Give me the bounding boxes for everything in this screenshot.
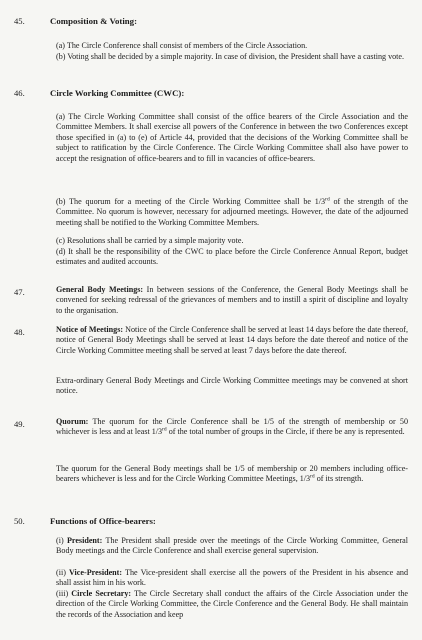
section-number: 50. (14, 516, 25, 526)
section-number: 46. (14, 88, 25, 98)
item-text: The Circle Working Committee shall consist of the office bearers of the Circle Association and the Committee Members. It shall exercise all powers of the Conference in between the two Conferences except those specified in (a) to (e) of Article 44, provided that the decisions of the Working Committee shall be subject to ratification by the Circle Conference. The Circle Working Committee shall also have power to accept the resignation of office-bearers and to fill in vacancies of office-bearers. (56, 112, 408, 163)
superscript: rd (162, 426, 167, 433)
superscript: rd (310, 473, 315, 480)
list-item (56, 568, 408, 589)
item-marker: (i) (56, 536, 64, 545)
item-label: Circle Secretary: (71, 589, 132, 598)
paragraph-text: The quorum for the Circle Conference shall be 1/5 of the strength of membership or 50 whichever is less and at least 1/3 (56, 417, 408, 437)
item-marker: (a) (56, 41, 65, 50)
paragraph-text: The quorum for the General Body meetings shall be 1/5 of membership or 20 members including office-bearers whichever is less and for the Circle Working Committee Meetings, 1/3 (56, 464, 408, 484)
section-number: 48. (14, 327, 25, 337)
item-text: Voting shall be decided by a simple majority. In case of division, the President shall have a casting vote. (67, 52, 405, 61)
item-marker: (b) (56, 52, 66, 61)
item-marker: (c) (56, 236, 65, 245)
item-text: The President shall preside over the meetings of the Circle Working Committee, General Body meetings and the Circle Conference and shall exercise general supervision. (56, 536, 408, 556)
item-text: of the strength of the Committee. No quorum is however, necessary for adjourned meetings. However, the date of the adjourned meeting shall be notified to the Working Committee Members. (56, 197, 409, 227)
list-item (56, 197, 408, 228)
section-paragraph (56, 417, 408, 438)
item-marker: (ii) (56, 568, 66, 577)
item-text: Resolutions shall be carried by a simple majority vote. (67, 236, 244, 245)
section-paragraph (56, 285, 408, 316)
section-heading: Functions of Office-bearers: (50, 516, 156, 526)
item-label: President: (66, 536, 103, 545)
item-marker: (b) (56, 197, 66, 206)
item-marker: (d) (56, 247, 66, 256)
list-item (56, 536, 408, 557)
section-paragraph (56, 376, 408, 397)
section-lead: Notice of Meetings: (56, 325, 124, 334)
section-heading: Circle Working Committee (CWC): (50, 88, 185, 98)
item-text: The Vice-president shall exercise all the powers of the President in his absence and shall assist him in his work. (56, 568, 409, 588)
section-number: 45. (14, 16, 25, 26)
list-item (56, 52, 408, 62)
section-number: 49. (14, 419, 25, 429)
item-label: Vice-President: (69, 568, 123, 577)
superscript: rd (325, 196, 330, 203)
list-item (56, 589, 408, 620)
paragraph-text: of its strength. (314, 474, 364, 484)
section-lead: Quorum: (56, 417, 89, 426)
item-text: The Circle Secretary shall conduct the affairs of the Circle Association under the direction of the Circle Working Committee, the Circle Conference and the General Body. He shall maintain the records of the Association and keep (56, 589, 408, 619)
list-item (56, 112, 408, 164)
list-item (56, 247, 408, 268)
list-item (56, 236, 408, 246)
paragraph-text: Notice of the Circle Conference shall be served at least 14 days before the date thereof, notice of General Body Meetings shall be served at least 14 days before the date thereof and notice of the Circle Working Committee meeting shall be served at least 7 days before the date thereof. (56, 325, 408, 355)
item-text: It shall be the responsibility of the CWC to place before the Circle Conference Annual Report, budget estimates and audited accounts. (56, 247, 408, 267)
paragraph-text: In between sessions of the Conference, the General Body Meetings shall be convened for seeking redressal of the grievances of members and to instill a spirit of discipline and loyalty to the organisation. (56, 285, 408, 315)
item-text: The Circle Conference shall consist of members of the Circle Association. (66, 41, 308, 50)
list-item (56, 41, 408, 51)
section-lead: General Body Meetings: (56, 285, 144, 294)
item-marker: (a) (56, 112, 65, 121)
section-heading: Composition & Voting: (50, 16, 138, 26)
item-text: The quorum for a meeting of the Circle Working Committee shall be 1/3 (69, 197, 326, 206)
item-marker: (iii) (56, 589, 69, 598)
paragraph-text: of the total number of groups in the Circle, if there be any is represented. (166, 427, 405, 437)
paragraph-text: Extra-ordinary General Body Meetings and Circle Working Committee meetings may be convened at short notice. (56, 376, 408, 396)
section-number: 47. (14, 287, 25, 297)
section-paragraph (56, 464, 408, 485)
section-paragraph (56, 325, 408, 356)
